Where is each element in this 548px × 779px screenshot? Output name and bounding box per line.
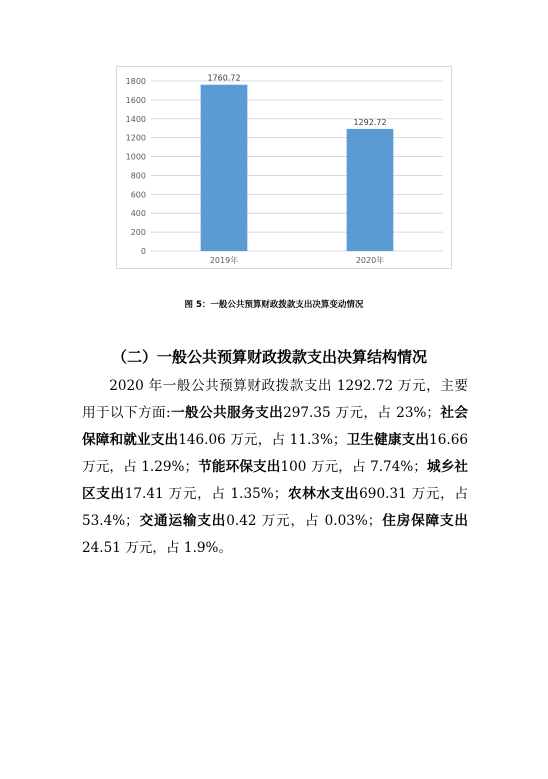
body-paragraph — [82, 373, 468, 562]
item-text: 24.51 万元，占 1.9%。 — [82, 540, 233, 556]
item-name: 社会保障和就业支出 — [82, 405, 468, 448]
data-label: 1292.72 — [353, 117, 387, 127]
y-tick-label: 1400 — [125, 114, 146, 124]
chart-container — [116, 66, 452, 269]
item-name: 农林水支出 — [287, 486, 360, 502]
item-text: 17.41 万元，占 1.35%； — [124, 486, 288, 502]
y-tick-label: 0 — [140, 247, 146, 256]
item-name: 交通运输支出 — [138, 513, 227, 529]
y-tick-label: 1000 — [125, 152, 146, 162]
item-text: 0.42 万元，占 0.03%； — [226, 513, 382, 529]
item-name: 一般公共服务支出 — [170, 405, 284, 421]
bar-chart — [117, 67, 453, 270]
paragraph-intro: 2020 年一般公共预算财政拨款支出 1292.72 万元，主要用于以下方面: — [82, 378, 468, 421]
y-tick-label: 1200 — [125, 133, 146, 143]
x-tick-label: 2019年 — [209, 256, 239, 265]
item-text: 146.06 万元，占 11.3%； — [178, 432, 347, 448]
item-text: 100 万元，占 7.74%； — [280, 459, 427, 475]
item-name: 城乡社区支出 — [82, 459, 469, 502]
y-tick-label: 1800 — [125, 77, 146, 86]
x-tick-label: 2020年 — [355, 256, 385, 265]
item-name: 住房保障支出 — [381, 513, 468, 529]
y-tick-label: 1600 — [125, 95, 146, 105]
y-tick-label: 800 — [130, 171, 146, 181]
item-name: 节能环保支出 — [198, 459, 281, 475]
section-heading: （二）一般公共预算财政拨款支出决算结构情况 — [112, 348, 428, 366]
bar — [201, 85, 248, 251]
y-tick-label: 600 — [130, 190, 146, 200]
data-label: 1760.72 — [207, 73, 241, 83]
y-tick-label: 400 — [130, 209, 146, 219]
bar — [347, 129, 394, 251]
figure-caption: 图 5：一般公共预算财政拨款支出决算变动情况 — [184, 300, 364, 310]
item-text: 16.66 万元，占 1.29%； — [82, 432, 468, 475]
item-name: 卫生健康支出 — [346, 432, 430, 448]
y-tick-label: 200 — [130, 228, 146, 238]
item-text: 690.31 万元，占 53.4%； — [82, 486, 468, 529]
item-text: 297.35 万元，占 23%； — [283, 405, 440, 421]
